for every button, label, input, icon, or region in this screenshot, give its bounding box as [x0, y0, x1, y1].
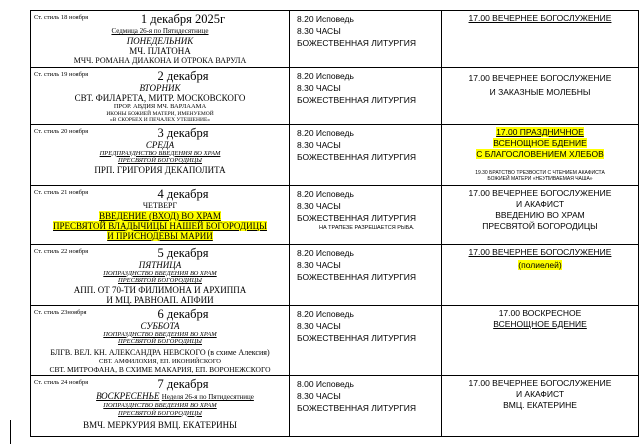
evening-line: ВСЕНОЩНОЕ БДЕНИЕ [493, 137, 587, 148]
evening-line: 17.00 ПРАЗДНИЧНОЕ [496, 126, 584, 137]
date-cell [31, 376, 290, 437]
schedule-table [30, 10, 639, 437]
saint-line: АПП. ОТ 70-ТИ ФИЛИМОНА И АРХИППА [73, 284, 247, 295]
schedule-line: 8.20 Исповедь [297, 71, 354, 81]
evening-cell [442, 244, 639, 305]
schedule-line: БОЖЕСТВЕННАЯ ЛИТУРГИЯ [297, 151, 417, 162]
evening-line: И АКАФИСТ [515, 198, 565, 209]
weekday-label: ПОНЕДЕЛЬНИК [126, 36, 194, 46]
evening-cell [442, 124, 639, 185]
date-label: 2 декабря [157, 69, 209, 83]
schedule-line: БОЖЕСТВЕННАЯ ЛИТУРГИЯ [297, 95, 417, 105]
schedule-line: 8.30 ЧАСЫ [297, 83, 341, 93]
page-margin-line [10, 420, 11, 444]
schedule-line: 8.30 ЧАСЫ [297, 139, 341, 150]
evening-cell [442, 305, 639, 376]
evening-line: ВСЕНОЩНОЕ БДЕНИЕ [493, 318, 587, 329]
date-label: 7 декабря [157, 377, 209, 391]
saint-line: СВТ. ФИЛАРЕТА, МИТР. МОСКОВСКОГО [74, 93, 246, 103]
schedule-line: 8.00 Исповедь [297, 379, 354, 389]
schedule-line: 8.30 ЧАСЫ [297, 200, 341, 211]
schedule-note: НА ТРАПЕЗЕ РАЗРЕШАЕТСЯ РЫБА. [319, 224, 415, 231]
old-style-date: Ст. стиль 21 ноября [34, 188, 89, 196]
day-row [31, 11, 639, 68]
schedule-line: 8.20 Исповедь [297, 308, 354, 319]
morning-cell [290, 376, 442, 437]
evening-line: ВМЦ. ЕКАТЕРИНЕ [503, 400, 577, 410]
schedule-line: 8.20 Исповедь [297, 14, 354, 24]
morning-cell [290, 244, 442, 305]
weekday-label: ЧЕТВЕРГ [142, 200, 178, 210]
date-label: 3 декабря [157, 125, 209, 140]
evening-line: И АКАФИСТ [515, 389, 565, 399]
date-label: 1 декабря 2025г [140, 12, 226, 26]
feast-line: ПОПРАЗДНСТВО ВВЕДЕНИЯ ВО ХРАМ [103, 269, 217, 277]
weekday-label: ВОСКРЕСЕНЬЕ [96, 391, 160, 401]
evening-line: 17.00 ВЕЧЕРНЕЕ БОГОСЛУЖЕНИЕ [468, 73, 612, 83]
feast-line: ПРЕСВЯТОЙ БОГОРОДИЦЫ [118, 277, 202, 284]
week-label: Седмица 26-я по Пятидесятнице [111, 27, 209, 35]
saint-line: МЧЧ. РОМАНА ДИАКОНА И ОТРОКА ВАРУЛА [73, 56, 247, 65]
feast-line: ПРЕСВЯТОЙ ВЛАДЫЧИЦЫ НАШЕЙ БОГОРОДИЦЫ [53, 220, 267, 231]
schedule-line: БОЖЕСТВЕННАЯ ЛИТУРГИЯ [297, 403, 417, 413]
date-label: 6 декабря [157, 306, 209, 321]
date-cell [31, 244, 290, 305]
evening-cell [442, 11, 639, 68]
feast-line: И ПРИСНОДЕВЫ МАРИИ [107, 230, 213, 241]
evening-note: 19.30 БРАТСТВО ТРЕЗВОСТИ С ЧТЕНИЕМ АКАФИСТА [475, 169, 605, 176]
saint-line: ВМЧ. МЕРКУРИЯ ВМЦ. ЕКАТЕРИНЫ [83, 420, 237, 430]
saint-line: «В СКОРБЕХ И ПЕЧАЛЕХ УТЕШЕНИЕ» [109, 117, 211, 123]
date-cell [31, 305, 290, 376]
saint-line: И МЦ. РАВНОАП. АПФИИ [106, 294, 214, 305]
weekday-label: СУББОТА [140, 320, 180, 331]
feast-line: ПОПРАЗДНСТВО ВВЕДЕНИЯ ВО ХРАМ [103, 330, 217, 338]
feast-line: ПРЕСВЯТОЙ БОГОРОДИЦЫ [118, 338, 202, 345]
weekday-label: СРЕДА [145, 139, 175, 150]
date-label: 4 декабря [157, 186, 209, 201]
old-style-date: Ст. стиль 20 ноября [34, 127, 89, 135]
evening-line: 17.00 ВЕЧЕРНЕЕ БОГОСЛУЖЕНИЕ [468, 13, 612, 23]
saint-line: СВТ. МИТРОФАНА, В СХИМЕ МАКАРИЯ, ЕП. ВОРОНЕЖСКОГО [49, 365, 271, 374]
schedule-line: 8.30 ЧАСЫ [297, 320, 341, 331]
day-row [31, 124, 639, 185]
saint-line: МЧ. ПЛАТОНА [129, 46, 191, 56]
morning-cell [290, 305, 442, 376]
evening-cell [442, 376, 639, 437]
feast-line: ВВЕДЕНИЕ (ВХОД) ВО ХРАМ [99, 210, 221, 221]
date-cell [31, 68, 290, 125]
morning-cell [290, 11, 442, 68]
feast-line: ПОПРАЗДНСТВО ВВЕДЕНИЯ ВО ХРАМ [103, 402, 217, 409]
morning-cell [290, 185, 442, 244]
weekday-label: ПЯТНИЦА [138, 259, 182, 270]
schedule-line: 8.30 ЧАСЫ [297, 259, 341, 270]
day-row [31, 376, 639, 437]
weekday-label: ВТОРНИК [139, 83, 181, 93]
evening-line: ПРЕСВЯТОЙ БОГОРОДИЦЫ [482, 220, 598, 231]
old-style-date: Ст. стиль 24 ноября [34, 379, 89, 386]
schedule-line: 8.20 Исповедь [297, 188, 354, 199]
week-label: Неделя 26-я по Пятидесятнице [161, 393, 254, 401]
evening-note: БОЖИЕЙ МАТЕРИ «НЕУПИВАЕМАЯ ЧАША» [487, 175, 593, 182]
day-row [31, 244, 639, 305]
schedule-line: 8.30 ЧАСЫ [297, 26, 341, 36]
schedule-line: 8.20 Исповедь [297, 247, 354, 258]
date-cell [31, 11, 290, 68]
evening-line: 17.00 ВЕЧЕРНЕЕ БОГОСЛУЖЕНИЕ [468, 378, 612, 388]
evening-line: 17.00 ВЕЧЕРНЕЕ БОГОСЛУЖЕНИЕ [468, 246, 612, 257]
saint-line: БЛГВ. ВЕЛ. КН. АЛЕКСАНДРА НЕВСКОГО (в схиме Алексия) [50, 347, 270, 357]
schedule-line: БОЖЕСТВЕННАЯ ЛИТУРГИЯ [297, 332, 417, 343]
old-style-date: Ст. стиль 22 ноября [34, 247, 89, 255]
evening-line: ВВЕДЕНИЮ ВО ХРАМ [495, 209, 585, 220]
schedule-line: БОЖЕСТВЕННАЯ ЛИТУРГИЯ [297, 271, 417, 282]
saint-line: ПРП. ГРИГОРИЯ ДЕКАПОЛИТА [94, 164, 226, 175]
evening-line: 17.00 ВЕЧЕРНЕЕ БОГОСЛУЖЕНИЕ [468, 187, 612, 198]
schedule-line: 8.30 ЧАСЫ [297, 391, 341, 401]
evening-line: И ЗАКАЗНЫЕ МОЛЕБНЫ [489, 87, 591, 97]
old-style-date: Ст. стиль 18 ноября [34, 14, 89, 21]
date-cell [31, 185, 290, 244]
feast-line: ПРЕСВЯТОЙ БОГОРОДИЦЫ [118, 409, 202, 417]
morning-cell [290, 68, 442, 125]
saint-line: ИКОНЫ БОЖИЕЙ МАТЕРИ, ИМЕНУЕМОЙ [106, 110, 214, 117]
morning-cell [290, 124, 442, 185]
schedule-line: БОЖЕСТВЕННАЯ ЛИТУРГИЯ [297, 38, 417, 48]
old-style-date: Ст. стиль 23ноября [34, 308, 87, 316]
evening-cell [442, 68, 639, 125]
schedule-line: 8.20 Исповедь [297, 127, 354, 138]
evening-line: 17.00 ВОСКРЕСНОЕ [498, 307, 582, 318]
day-row [31, 305, 639, 376]
saint-line: СВТ. АМФИЛОХИЯ, ЕП. ИКОНИЙСКОГО [99, 357, 221, 365]
day-row [31, 185, 639, 244]
feast-line: ПРЕСВЯТОЙ БОГОРОДИЦЫ [118, 157, 202, 164]
schedule-line: БОЖЕСТВЕННАЯ ЛИТУРГИЯ [297, 212, 417, 223]
evening-cell [442, 185, 639, 244]
feast-line: ПРЕДПРАЗДНСТВО ВВЕДЕНИЯ ВО ХРАМ [99, 149, 221, 157]
old-style-date: Ст. стиль 19 ноября [34, 71, 89, 78]
evening-line: С БЛАГОСЛОВЕНИЕМ ХЛЕБОВ [476, 148, 604, 159]
evening-line: (полиелей) [518, 259, 562, 270]
date-cell [31, 124, 290, 185]
date-label: 5 декабря [157, 245, 209, 260]
day-row [31, 68, 639, 125]
saint-line: ПРОР. АВДИЯ МЧ. ВАРЛААМА [113, 103, 207, 110]
